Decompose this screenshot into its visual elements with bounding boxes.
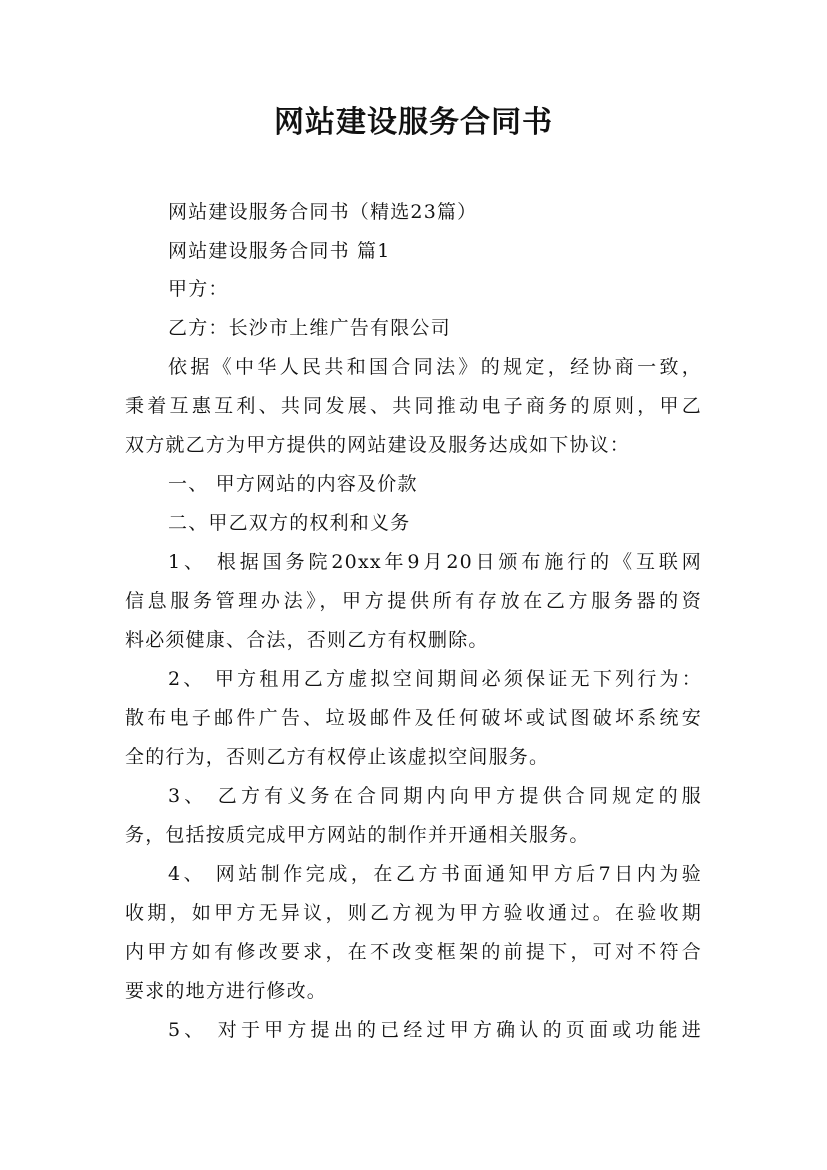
clause-heading: 一、 甲方网站的内容及价款 bbox=[168, 473, 418, 495]
paragraph-line: 2、 甲方租用乙方虚拟空间期间必须保证无下列行为： bbox=[168, 668, 702, 690]
paragraph-line: 1、 根据国务院20xx年9月20日颁布施行的《互联网 bbox=[168, 551, 702, 573]
paragraph-line: 全的行为，否则乙方有权停止该虚拟空间服务。 bbox=[125, 746, 550, 768]
paragraph-line: 5、 对于甲方提出的已经过甲方确认的页面或功能进 bbox=[168, 1019, 702, 1041]
paragraph-line: 4、 网站制作完成，在乙方书面通知甲方后7日内为验 bbox=[168, 863, 702, 885]
paragraph-line: 务，包括按质完成甲方网站的制作并开通相关服务。 bbox=[125, 824, 590, 846]
paragraph-line: 3、 乙方有义务在合同期内向甲方提供合同规定的服 bbox=[168, 785, 702, 807]
paragraph-line: 信息服务管理办法》，甲方提供所有存放在乙方服务器的资 bbox=[125, 590, 702, 612]
section-heading: 网站建设服务合同书 篇1 bbox=[168, 240, 391, 262]
party-a-line: 甲方： bbox=[168, 278, 229, 300]
paragraph-line: 内甲方如有修改要求，在不改变框架的前提下，可对不符合 bbox=[125, 941, 702, 963]
subtitle-line: 网站建设服务合同书（精选23篇） bbox=[168, 201, 478, 223]
paragraph-line: 散布电子邮件广告、垃圾邮件及任何破坏或试图破坏系统安 bbox=[125, 707, 702, 729]
paragraph-line: 收期，如甲方无异议，则乙方视为甲方验收通过。在验收期 bbox=[125, 902, 702, 924]
paragraph-line: 要求的地方进行修改。 bbox=[125, 980, 328, 1002]
party-b-line: 乙方：长沙市上维广告有限公司 bbox=[168, 317, 451, 339]
paragraph-line: 双方就乙方为甲方提供的网站建设及服务达成如下协议： bbox=[125, 434, 631, 456]
clause-heading: 二、甲乙双方的权利和义务 bbox=[168, 512, 411, 534]
paragraph-line: 依据《中华人民共和国合同法》的规定，经协商一致， bbox=[168, 356, 702, 378]
paragraph-line: 秉着互惠互利、共同发展、共同推动电子商务的原则，甲乙 bbox=[125, 395, 702, 417]
document-title: 网站建设服务合同书 bbox=[274, 105, 553, 140]
paragraph-line: 料必须健康、合法，否则乙方有权删除。 bbox=[125, 629, 489, 651]
